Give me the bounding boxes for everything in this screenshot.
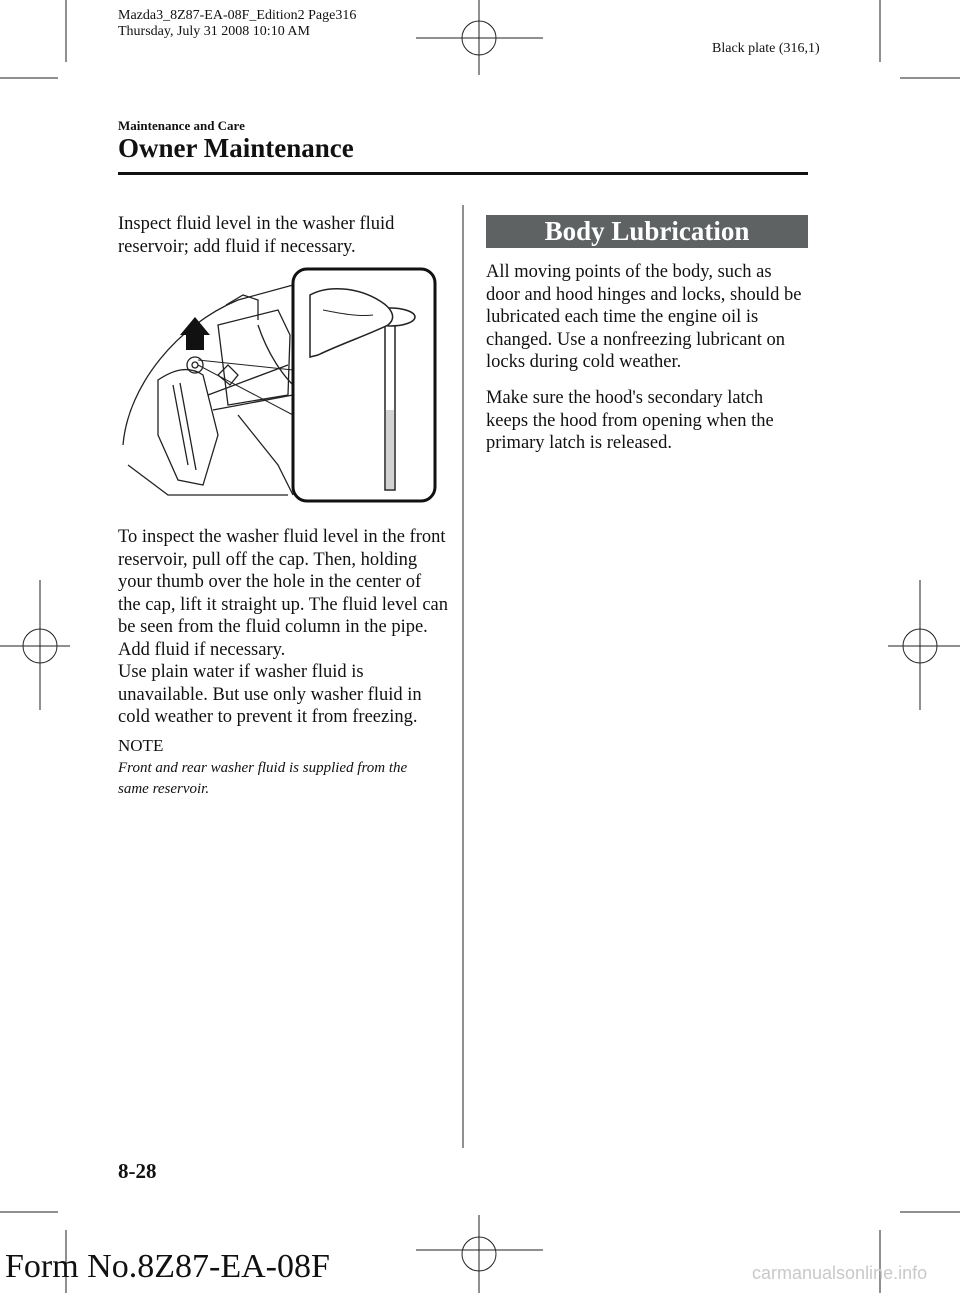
page-title: Owner Maintenance xyxy=(118,133,354,163)
paragraph-inspect: To inspect the washer fluid level in the front reservoir, pull off the cap. Then, holding your thumb over the hole in the center of the cap, lift it straight up. The fluid level can be seen from the fluid column in the pipe. Add fluid if necessary. xyxy=(118,527,448,660)
intro-text: Inspect fluid level in the washer fluid reservoir; add fluid if necessary. xyxy=(118,214,395,257)
note-text: Front and rear washer fluid is supplied from the same reservoir. xyxy=(118,760,408,797)
paragraph-secondary-latch: Make sure the hood's secondary latch keeps the hood from opening when the primary latch is released. xyxy=(486,388,774,453)
page-number: 8-28 xyxy=(118,1159,157,1183)
plate-info: Black plate (316,1) xyxy=(712,41,820,56)
print-file-line: Mazda3_8Z87-EA-08F_Edition2 Page316 xyxy=(118,8,357,23)
header-rule xyxy=(118,172,808,175)
note-title: NOTE xyxy=(118,736,164,755)
section-banner: Body Lubrication xyxy=(486,215,808,248)
footer-site: carmanualsonline.info xyxy=(752,1263,928,1283)
washer-reservoir-illustration xyxy=(118,265,440,505)
print-date-line: Thursday, July 31 2008 10:10 AM xyxy=(118,24,310,39)
form-number: Form No.8Z87-EA-08F xyxy=(5,1248,330,1285)
paragraph-lubrication: All moving points of the body, such as door and hood hinges and locks, should be lubricated each time the engine oil is changed. Use a nonfreezing lubricant on locks during cold weather. xyxy=(486,262,802,372)
section-label: Maintenance and Care xyxy=(118,118,245,133)
paragraph-plain-water: Use plain water if washer fluid is unavailable. But use only washer fluid in cold weather to prevent it from freezing. xyxy=(118,662,422,727)
